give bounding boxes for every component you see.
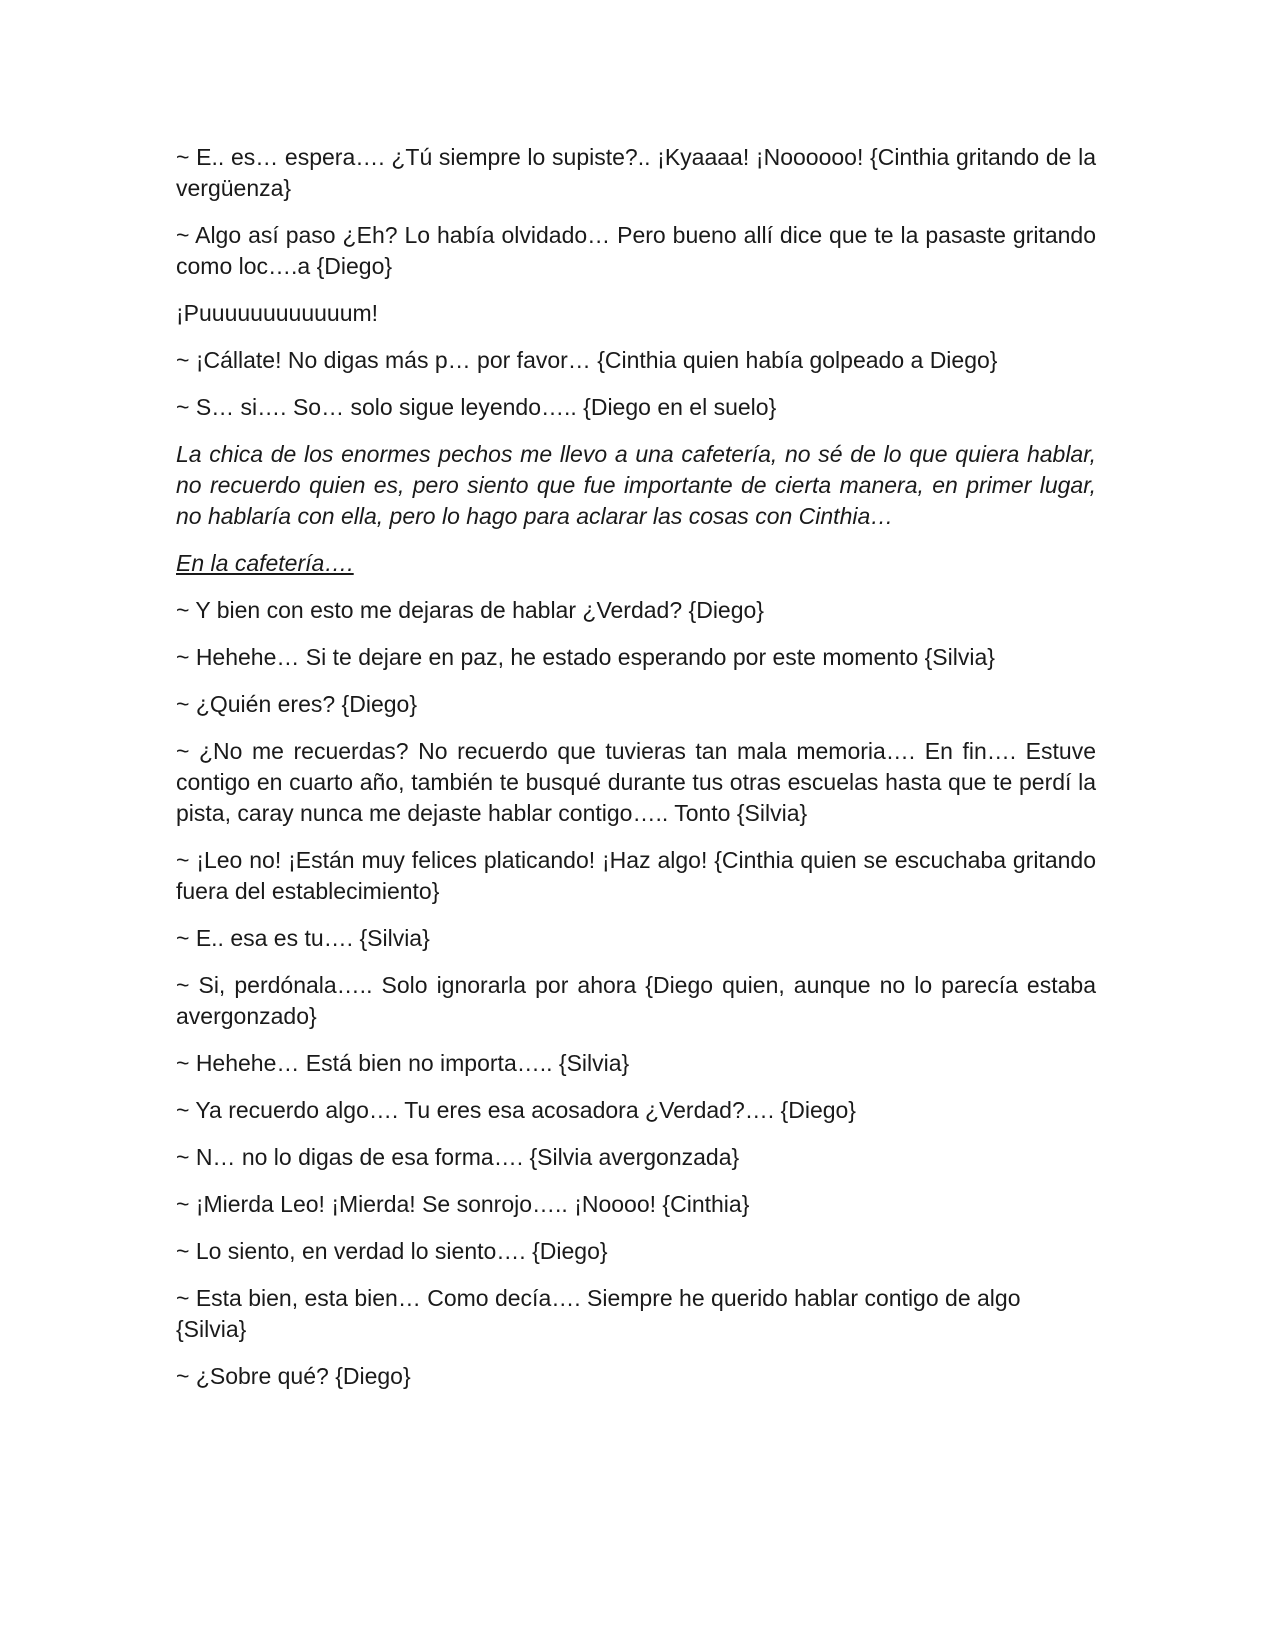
dialogue-line: ~ Lo siento, en verdad lo siento…. {Diego} bbox=[176, 1238, 608, 1264]
dialogue-line: ~ ¿No me recuerdas? No recuerdo que tuvieras tan mala memoria…. En fin…. Estuve contigo en cuarto año, también te busqué durante tus otras escuelas hasta que te perdí la pista, caray nunca me dejaste hablar contigo….. Tonto {Silvia} bbox=[176, 738, 1096, 826]
dialogue-line: ~ Y bien con esto me dejaras de hablar ¿Verdad? {Diego} bbox=[176, 597, 764, 623]
dialogue-line: ~ E.. es… espera…. ¿Tú siempre lo supiste?.. ¡Kyaaaa! ¡Noooooo! {Cinthia gritando de la vergüenza} bbox=[176, 144, 1096, 201]
dialogue-line: ~ Algo así paso ¿Eh? Lo había olvidado… Pero bueno allí dice que te la pasaste gritando como loc….a {Diego} bbox=[176, 222, 1096, 279]
dialogue-line: ~ S… si…. So… solo sigue leyendo….. {Diego en el suelo} bbox=[176, 394, 777, 420]
dialogue-line: ~ ¿Sobre qué? {Diego} bbox=[176, 1363, 411, 1389]
dialogue-line: ~ ¡Leo no! ¡Están muy felices platicando! ¡Haz algo! {Cinthia quien se escuchaba gritando fuera del establecimiento} bbox=[176, 847, 1096, 904]
sound-effect: ¡Puuuuuuuuuuuum! bbox=[176, 300, 379, 326]
document-body bbox=[176, 142, 1096, 1408]
dialogue-line: ~ Si, perdónala….. Solo ignorarla por ahora {Diego quien, aunque no lo parecía estaba avergonzado} bbox=[176, 972, 1096, 1029]
dialogue-line: ~ ¡Mierda Leo! ¡Mierda! Se sonrojo….. ¡Noooo! {Cinthia} bbox=[176, 1191, 750, 1217]
dialogue-line: ~ ¡Cállate! No digas más p… por favor… {Cinthia quien había golpeado a Diego} bbox=[176, 347, 998, 373]
dialogue-line: ~ Hehehe… Está bien no importa….. {Silvia} bbox=[176, 1050, 630, 1076]
narration-paragraph: La chica de los enormes pechos me llevo a una cafetería, no sé de lo que quiera hablar, no recuerdo quien es, pero siento que fue importante de cierta manera, en primer lugar, no hablaría con ella, pero lo hago para aclarar las cosas con Cinthia… bbox=[176, 441, 1096, 529]
dialogue-line: ~ Hehehe… Si te dejare en paz, he estado esperando por este momento {Silvia} bbox=[176, 644, 995, 670]
dialogue-line: ~ Esta bien, esta bien… Como decía…. Siempre he querido hablar contigo de algo {Silvia} bbox=[176, 1285, 1021, 1342]
dialogue-line: ~ ¿Quién eres? {Diego} bbox=[176, 691, 418, 717]
dialogue-line: ~ Ya recuerdo algo…. Tu eres esa acosadora ¿Verdad?…. {Diego} bbox=[176, 1097, 856, 1123]
dialogue-line: ~ N… no lo digas de esa forma…. {Silvia avergonzada} bbox=[176, 1144, 740, 1170]
dialogue-line: ~ E.. esa es tu…. {Silvia} bbox=[176, 925, 430, 951]
scene-heading: En la cafetería…. bbox=[176, 550, 354, 576]
